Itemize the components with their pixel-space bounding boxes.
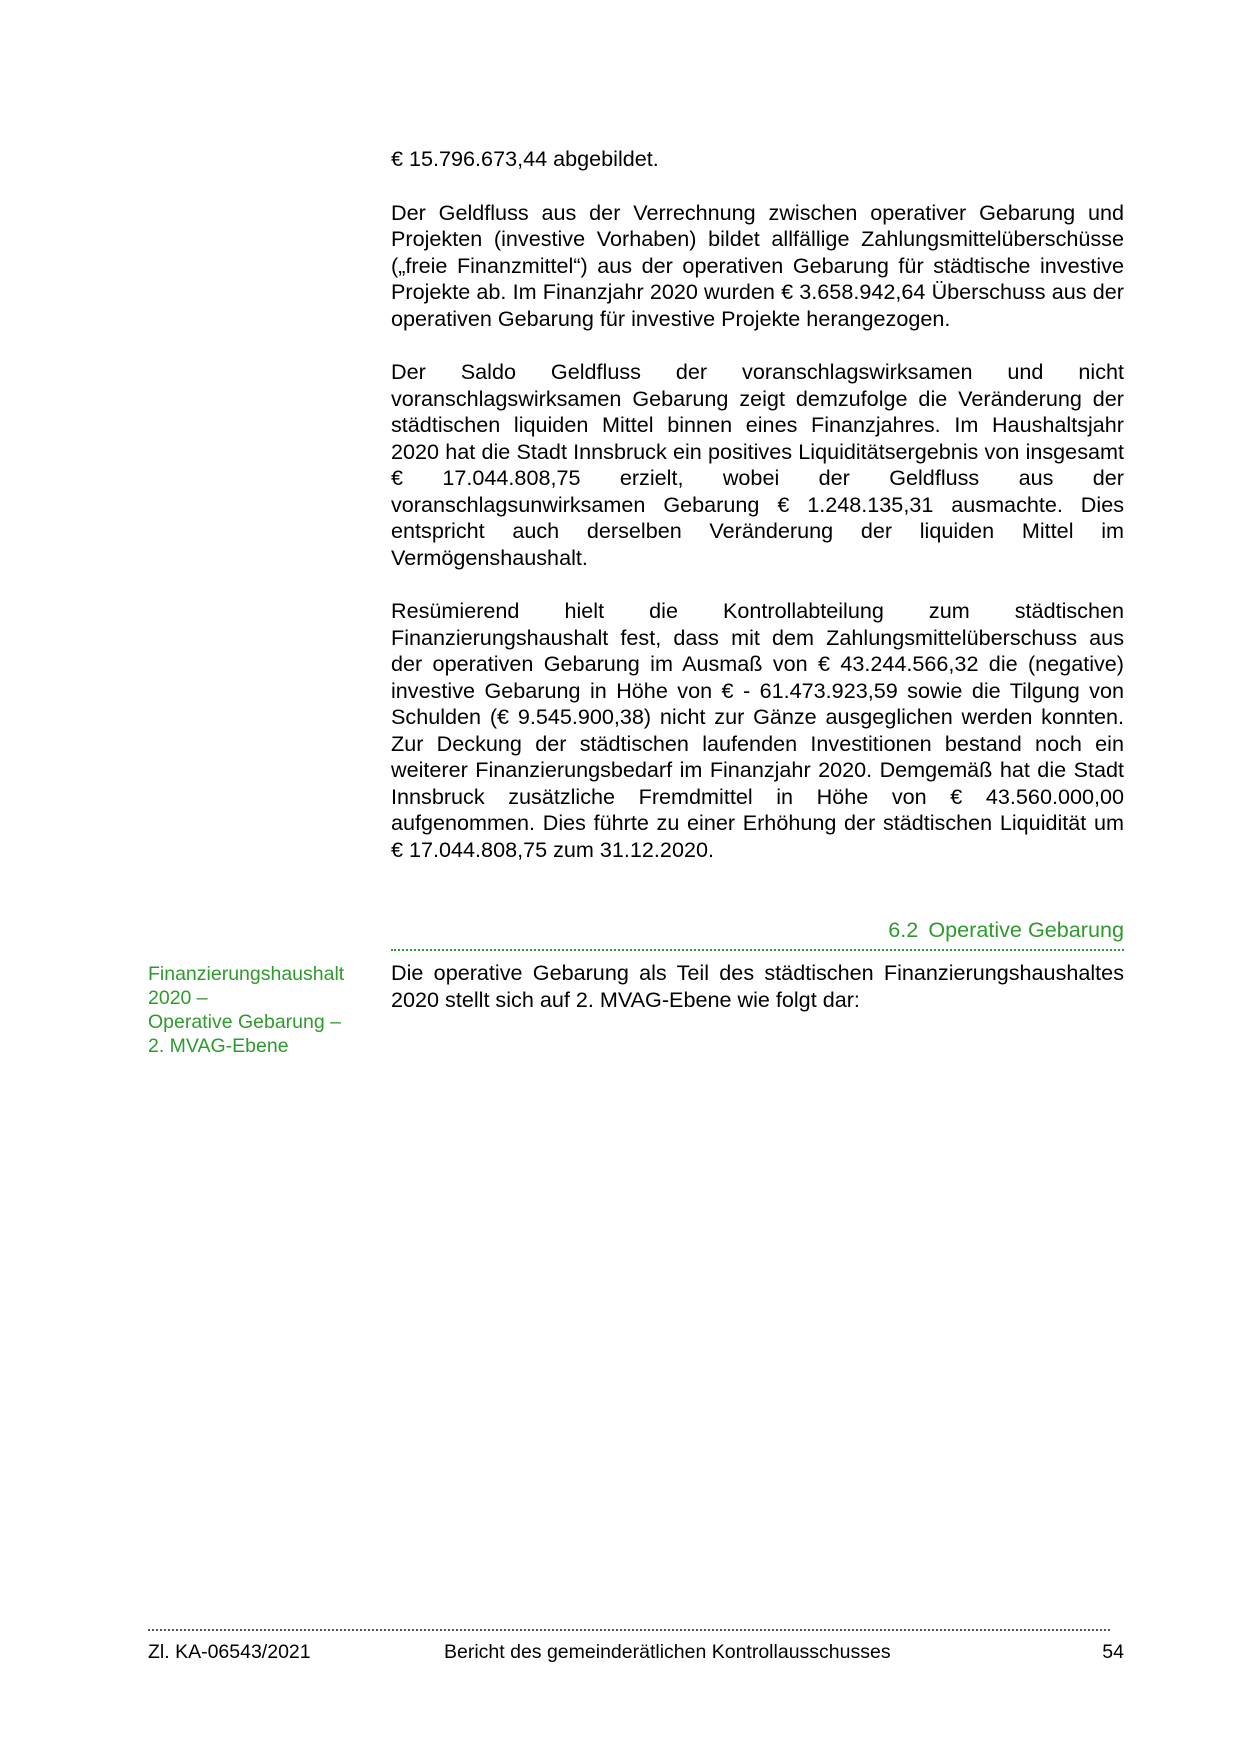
- margin-note-line: Operative Gebarung –: [148, 1011, 341, 1033]
- paragraph: € 15.796.673,44 abgebildet.: [391, 146, 659, 171]
- section-heading: [391, 915, 1124, 951]
- page-number: 54: [1102, 1641, 1124, 1663]
- footer-divider: [148, 1629, 1110, 1631]
- section-title: Operative Gebarung: [928, 917, 1124, 942]
- margin-note: [148, 962, 378, 1058]
- page-footer: [148, 1640, 1124, 1664]
- margin-note-line: 2020 –: [148, 987, 208, 1009]
- paragraph: Der Saldo Geldfluss der voranschlagswirksamen und nicht voranschlagswirksamen Gebarung zeigt demzufolge die Veränderung der städtischen liquiden Mittel binnen eines Finanzjahres. Im Haushaltsjahr 2020 hat die Stadt Innsbruck ein positives Liquiditätsergebnis von insgesamt € 17.044.808,75 erzielt, wobei der Geldfluss aus der voranschlagsunwirksamen Gebarung € 1.248.135,31 ausmachte. Dies entspricht auch derselben Veränderung der liquiden Mittel im Vermögenshaushalt.: [391, 359, 1124, 570]
- main-text-column: [391, 146, 1124, 890]
- document-reference: Zl. KA-06543/2021: [148, 1641, 311, 1663]
- paragraph: Resümierend hielt die Kontrollabteilung zum städtischen Finanzierungshaushalt fest, dass mit dem Zahlungsmittelüberschuss aus der operativen Gebarung im Ausmaß von € 43.244.566,32 die (negative) investive Gebarung in Höhe von € - 61.473.923,59 sowie die Tilgung von Schulden (€ 9.545.900,38) nicht zur Gänze ausgeglichen werden konnten. Zur Deckung der städtischen laufenden Investitionen bestand noch ein weiterer Finanzierungsbedarf im Finanzjahr 2020. Demgemäß hat die Stadt Innsbruck zusätzliche Fremdmittel in Höhe von € 43.560.000,00 aufgenommen. Dies führte zu einer Erhöhung der städtischen Liquidität um € 17.044.808,75 zum 31.12.2020.: [391, 598, 1124, 862]
- section-number: 6.2: [888, 917, 919, 942]
- report-title: Bericht des gemeinderätlichen Kontrollausschusses: [444, 1641, 891, 1663]
- margin-note-line: Finanzierungshaushalt: [148, 963, 345, 985]
- margin-note-line: 2. MVAG-Ebene: [148, 1035, 289, 1057]
- paragraph: Der Geldfluss aus der Verrechnung zwischen operativer Gebarung und Projekten (investive Vorhaben) bildet allfällige Zahlungsmittelüberschüsse („freie Finanzmittel“) aus der operativen Gebarung für städtische investive Projekte ab. Im Finanzjahr 2020 wurden € 3.658.942,64 Überschuss aus der operativen Gebarung für investive Projekte herangezogen.: [391, 199, 1124, 331]
- section-body-text: Die operative Gebarung als Teil des städtischen Finanzierungshaushaltes 2020 stellt sich auf 2. MVAG-Ebene wie folgt dar:: [391, 960, 1124, 1012]
